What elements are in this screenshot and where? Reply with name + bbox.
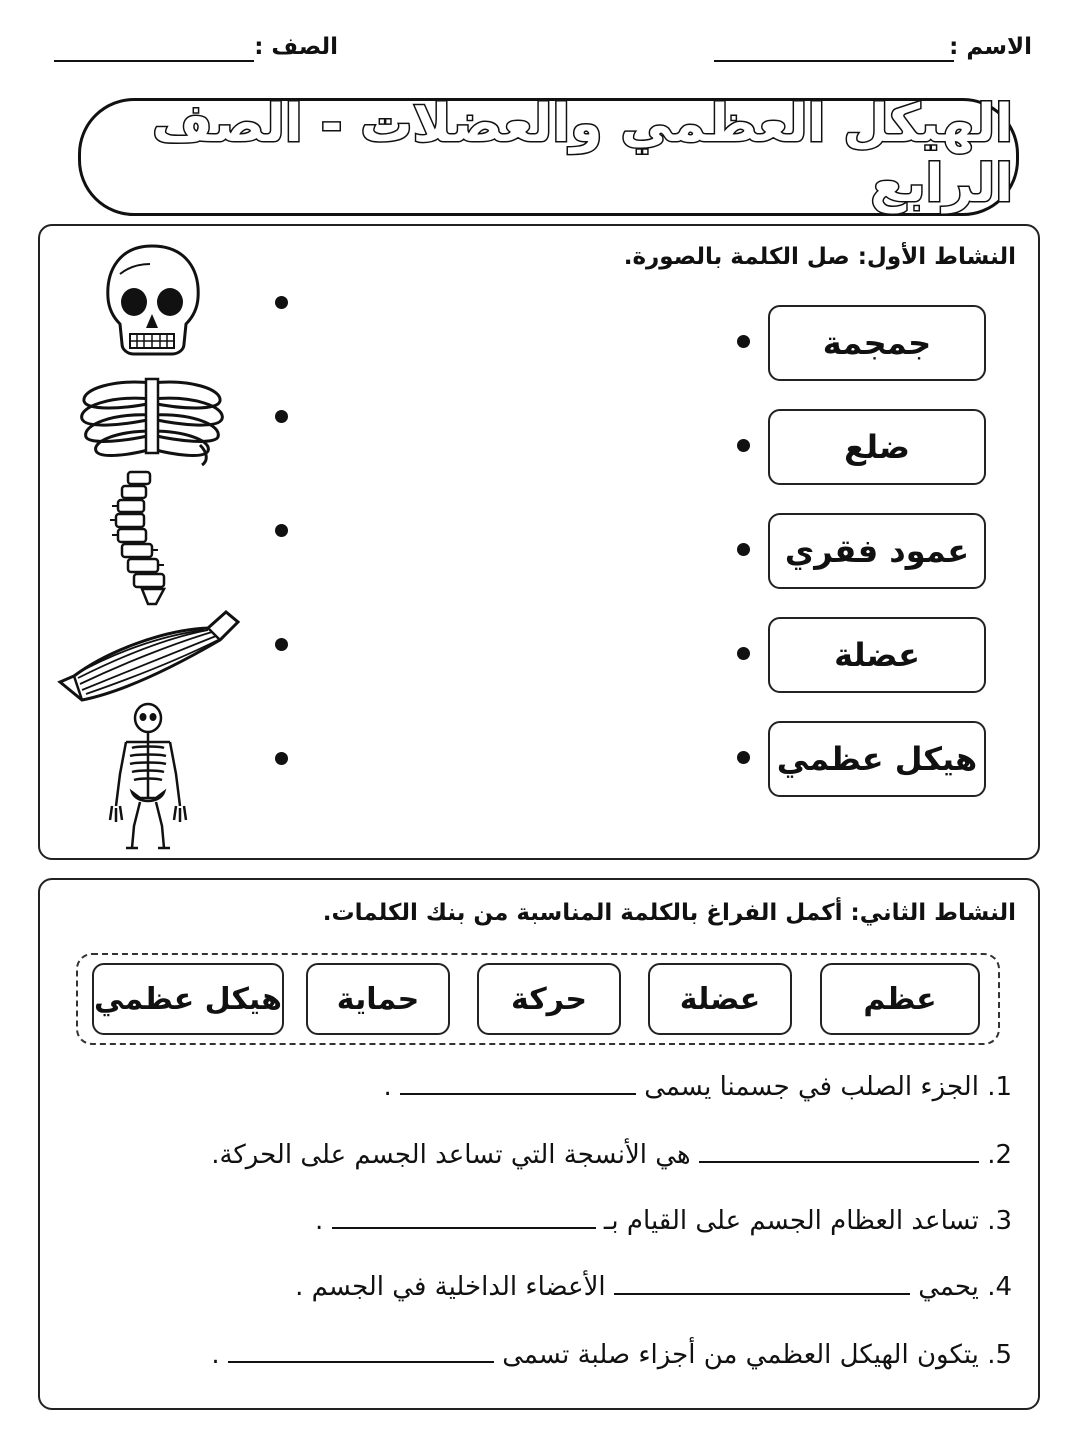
question-number: 1. bbox=[987, 1072, 1012, 1102]
question-number: 4. bbox=[987, 1272, 1012, 1302]
question-text-end: الأعضاء الداخلية في الجسم . bbox=[295, 1272, 606, 1302]
word-box-rib[interactable]: ضلع bbox=[768, 409, 986, 485]
question-1 bbox=[383, 1072, 1012, 1102]
image-dot[interactable] bbox=[275, 638, 288, 651]
word-dot[interactable] bbox=[737, 751, 750, 764]
question-text-end: . bbox=[315, 1206, 324, 1236]
class-field[interactable] bbox=[54, 60, 254, 62]
bank-word[interactable]: عضلة bbox=[648, 963, 792, 1035]
question-text: يتكون الهيكل العظمي من أجزاء صلبة تسمى bbox=[502, 1340, 979, 1370]
ribcage-icon bbox=[74, 375, 230, 467]
bank-word[interactable]: عظم bbox=[820, 963, 980, 1035]
skull-icon bbox=[100, 240, 205, 370]
image-dot[interactable] bbox=[275, 410, 288, 423]
question-text: تساعد العظام الجسم على القيام بـ bbox=[603, 1206, 979, 1236]
name-field[interactable] bbox=[714, 60, 954, 62]
question-text: الجزء الصلب في جسمنا يسمى bbox=[644, 1072, 979, 1102]
skeleton-icon bbox=[96, 702, 200, 852]
image-dot[interactable] bbox=[275, 524, 288, 537]
question-number: 3. bbox=[987, 1206, 1012, 1236]
answer-blank[interactable] bbox=[400, 1092, 636, 1095]
answer-blank[interactable] bbox=[332, 1226, 596, 1229]
image-dot[interactable] bbox=[275, 752, 288, 765]
name-label: الاسم : bbox=[949, 34, 1032, 60]
spine-icon bbox=[100, 468, 180, 608]
muscle-icon bbox=[52, 608, 244, 708]
word-dot[interactable] bbox=[737, 439, 750, 452]
word-dot[interactable] bbox=[737, 647, 750, 660]
word-box-muscle[interactable]: عضلة bbox=[768, 617, 986, 693]
answer-blank[interactable] bbox=[699, 1160, 979, 1163]
image-dot[interactable] bbox=[275, 296, 288, 309]
question-number: 2. bbox=[987, 1140, 1012, 1170]
page-title: الهيكل العظمي والعضلات - الصف الرابع bbox=[152, 94, 1013, 214]
word-dot[interactable] bbox=[737, 543, 750, 556]
class-label: الصف : bbox=[254, 34, 338, 60]
question-text-end: هي الأنسجة التي تساعد الجسم على الحركة. bbox=[211, 1140, 691, 1170]
word-box-skeleton[interactable]: هيكل عظمي bbox=[768, 721, 986, 797]
question-2 bbox=[211, 1140, 1012, 1170]
word-box-skull[interactable]: جمجمة bbox=[768, 305, 986, 381]
question-text: يحمي bbox=[918, 1272, 979, 1302]
question-text-end: . bbox=[383, 1072, 392, 1102]
activity1-instruction: النشاط الأول: صل الكلمة بالصورة. bbox=[623, 244, 1016, 270]
bank-word[interactable]: هيكل عظمي bbox=[92, 963, 284, 1035]
activity2-instruction: النشاط الثاني: أكمل الفراغ بالكلمة المناسبة من بنك الكلمات. bbox=[322, 900, 1016, 926]
bank-word[interactable]: حماية bbox=[306, 963, 450, 1035]
bank-word[interactable]: حركة bbox=[477, 963, 621, 1035]
word-box-spine[interactable]: عمود فقري bbox=[768, 513, 986, 589]
question-text-end: . bbox=[211, 1340, 220, 1370]
question-4 bbox=[295, 1272, 1012, 1302]
answer-blank[interactable] bbox=[228, 1360, 494, 1363]
question-number: 5. bbox=[987, 1340, 1012, 1370]
question-3 bbox=[315, 1206, 1012, 1236]
question-5 bbox=[211, 1340, 1012, 1370]
word-dot[interactable] bbox=[737, 335, 750, 348]
answer-blank[interactable] bbox=[614, 1292, 910, 1295]
